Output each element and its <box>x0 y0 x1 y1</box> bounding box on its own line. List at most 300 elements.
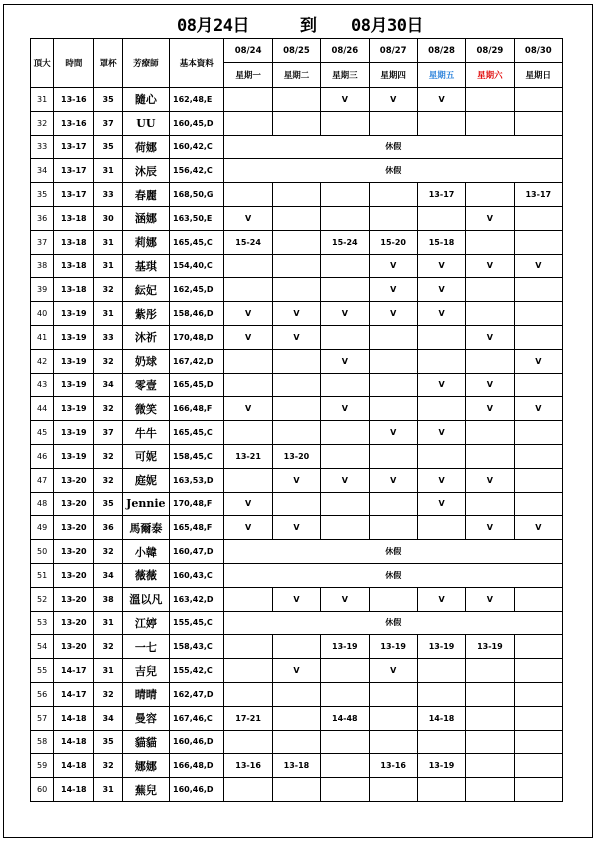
day-cell <box>321 754 369 778</box>
row-cup: 34 <box>94 563 122 587</box>
table-row <box>31 492 563 516</box>
day-cell <box>224 730 272 754</box>
row-cup: 32 <box>94 540 122 564</box>
day-cell <box>224 635 272 659</box>
row-index: 46 <box>31 444 54 468</box>
day-cell: V <box>272 587 320 611</box>
therapist-info: 165,45,C <box>170 421 224 445</box>
header-cup: 罩杯 <box>94 39 122 88</box>
row-time: 14-18 <box>54 754 94 778</box>
day-cell: 15-24 <box>321 230 369 254</box>
table-row <box>31 635 563 659</box>
day-cell <box>417 349 465 373</box>
row-cup: 32 <box>94 397 122 421</box>
therapist-name: 薇薇 <box>122 563 169 587</box>
day-cell: 13-16 <box>369 754 417 778</box>
header-weekday: 星期一 <box>224 63 272 88</box>
therapist-info: 155,42,C <box>170 659 224 683</box>
day-cell <box>466 778 514 802</box>
row-time: 13-20 <box>54 563 94 587</box>
day-cell <box>272 206 320 230</box>
day-cell: 13-17 <box>417 183 465 207</box>
row-time: 13-20 <box>54 540 94 564</box>
row-time: 13-20 <box>54 635 94 659</box>
therapist-name: 莉娜 <box>122 230 169 254</box>
day-cell <box>272 397 320 421</box>
table-row <box>31 468 563 492</box>
day-cell: V <box>466 325 514 349</box>
row-index: 57 <box>31 706 54 730</box>
day-cell <box>466 706 514 730</box>
day-cell <box>514 635 562 659</box>
day-cell: V <box>417 278 465 302</box>
day-cell: 13-17 <box>514 183 562 207</box>
row-index: 35 <box>31 183 54 207</box>
day-cell <box>417 397 465 421</box>
table-row <box>31 230 563 254</box>
day-cell <box>224 349 272 373</box>
day-cell: 13-19 <box>321 635 369 659</box>
day-cell: V <box>321 397 369 421</box>
day-cell <box>369 325 417 349</box>
day-cell: V <box>466 397 514 421</box>
therapist-name: 沐辰 <box>122 159 169 183</box>
therapist-info: 160,47,D <box>170 540 224 564</box>
therapist-name: Jennie <box>122 492 169 516</box>
day-cell: V <box>514 254 562 278</box>
header-date: 08/29 <box>466 39 514 63</box>
therapist-name: 貓貓 <box>122 730 169 754</box>
row-time: 13-19 <box>54 349 94 373</box>
row-index: 36 <box>31 206 54 230</box>
row-cup: 31 <box>94 611 122 635</box>
therapist-name: 江婷 <box>122 611 169 635</box>
day-cell <box>514 444 562 468</box>
day-cell <box>272 111 320 135</box>
day-cell <box>272 349 320 373</box>
day-cell: V <box>224 302 272 326</box>
therapist-name: 零壹 <box>122 373 169 397</box>
day-cell <box>272 492 320 516</box>
therapist-name: 吉兒 <box>122 659 169 683</box>
day-cell <box>466 111 514 135</box>
row-index: 59 <box>31 754 54 778</box>
day-cell: V <box>514 397 562 421</box>
row-index: 39 <box>31 278 54 302</box>
header-date: 08/30 <box>514 39 562 63</box>
therapist-name: 可妮 <box>122 444 169 468</box>
day-cell: V <box>466 587 514 611</box>
therapist-name: 微笑 <box>122 397 169 421</box>
day-cell <box>321 325 369 349</box>
row-cup: 32 <box>94 468 122 492</box>
day-cell: V <box>417 88 465 112</box>
day-cell <box>224 183 272 207</box>
row-cup: 32 <box>94 349 122 373</box>
row-index: 58 <box>31 730 54 754</box>
therapist-name: 一七 <box>122 635 169 659</box>
day-cell <box>466 230 514 254</box>
therapist-name: 涵娜 <box>122 206 169 230</box>
therapist-name: 春麗 <box>122 183 169 207</box>
day-cell: V <box>224 325 272 349</box>
day-cell <box>224 778 272 802</box>
therapist-info: 165,48,F <box>170 516 224 540</box>
day-cell: V <box>466 516 514 540</box>
row-time: 13-19 <box>54 373 94 397</box>
day-cell <box>321 206 369 230</box>
row-time: 13-18 <box>54 230 94 254</box>
day-cell <box>514 468 562 492</box>
row-cup: 31 <box>94 230 122 254</box>
row-time: 14-18 <box>54 778 94 802</box>
day-cell <box>417 444 465 468</box>
therapist-name: 晴晴 <box>122 682 169 706</box>
day-cell: V <box>224 492 272 516</box>
row-index: 53 <box>31 611 54 635</box>
row-time: 13-20 <box>54 516 94 540</box>
header-date: 08/27 <box>369 39 417 63</box>
day-cell <box>272 88 320 112</box>
day-cell: 13-19 <box>417 635 465 659</box>
header-index: 頂大 <box>31 39 54 88</box>
therapist-info: 155,45,C <box>170 611 224 635</box>
day-cell: V <box>369 302 417 326</box>
therapist-info: 154,40,C <box>170 254 224 278</box>
row-cup: 31 <box>94 254 122 278</box>
day-cell <box>514 302 562 326</box>
day-cell: V <box>272 325 320 349</box>
row-cup: 36 <box>94 516 122 540</box>
therapist-name: 牛牛 <box>122 421 169 445</box>
day-cell <box>321 778 369 802</box>
day-cell <box>272 778 320 802</box>
day-cell: V <box>369 278 417 302</box>
day-cell <box>466 754 514 778</box>
row-index: 31 <box>31 88 54 112</box>
day-cell <box>466 278 514 302</box>
therapist-info: 156,42,C <box>170 159 224 183</box>
therapist-info: 163,50,E <box>170 206 224 230</box>
day-cell <box>417 682 465 706</box>
day-cell: V <box>272 468 320 492</box>
row-time: 13-19 <box>54 397 94 421</box>
table-row <box>31 278 563 302</box>
day-cell <box>369 183 417 207</box>
day-cell <box>369 111 417 135</box>
row-index: 54 <box>31 635 54 659</box>
day-cell <box>417 730 465 754</box>
day-cell <box>514 278 562 302</box>
row-index: 49 <box>31 516 54 540</box>
table-row <box>31 373 563 397</box>
day-cell <box>417 659 465 683</box>
therapist-info: 158,45,C <box>170 444 224 468</box>
row-index: 48 <box>31 492 54 516</box>
row-cup: 34 <box>94 706 122 730</box>
table-row <box>31 611 563 635</box>
day-cell <box>272 706 320 730</box>
day-cell: V <box>417 421 465 445</box>
table-row <box>31 349 563 373</box>
row-cup: 35 <box>94 88 122 112</box>
table-row <box>31 540 563 564</box>
day-cell <box>369 206 417 230</box>
row-time: 13-17 <box>54 183 94 207</box>
day-cell: V <box>321 88 369 112</box>
row-index: 40 <box>31 302 54 326</box>
table-row <box>31 587 563 611</box>
therapist-name: 隨心 <box>122 88 169 112</box>
row-cup: 31 <box>94 778 122 802</box>
therapist-info: 166,48,D <box>170 754 224 778</box>
row-cup: 31 <box>94 659 122 683</box>
day-cell <box>417 111 465 135</box>
row-index: 43 <box>31 373 54 397</box>
row-index: 33 <box>31 135 54 159</box>
day-cell <box>321 730 369 754</box>
row-cup: 35 <box>94 730 122 754</box>
day-cell <box>272 278 320 302</box>
row-cup: 38 <box>94 587 122 611</box>
day-cell: V <box>224 516 272 540</box>
row-time: 13-19 <box>54 325 94 349</box>
table-row <box>31 325 563 349</box>
table-row <box>31 421 563 445</box>
day-cell <box>224 88 272 112</box>
table-row <box>31 682 563 706</box>
day-cell: 13-19 <box>466 635 514 659</box>
row-index: 52 <box>31 587 54 611</box>
row-cup: 35 <box>94 135 122 159</box>
day-cell <box>514 206 562 230</box>
day-cell <box>224 111 272 135</box>
day-cell <box>514 682 562 706</box>
day-cell <box>224 421 272 445</box>
therapist-name: 蕪兒 <box>122 778 169 802</box>
day-cell <box>466 730 514 754</box>
row-cup: 32 <box>94 278 122 302</box>
day-cell <box>514 88 562 112</box>
table-row <box>31 159 563 183</box>
therapist-info: 160,42,C <box>170 135 224 159</box>
day-cell <box>321 254 369 278</box>
therapist-info: 160,43,C <box>170 563 224 587</box>
table-row <box>31 706 563 730</box>
day-cell: 14-18 <box>417 706 465 730</box>
day-cell <box>514 730 562 754</box>
row-index: 51 <box>31 563 54 587</box>
rest-label: 休假 <box>224 563 563 587</box>
therapist-info: 158,43,C <box>170 635 224 659</box>
row-time: 14-18 <box>54 730 94 754</box>
rest-label: 休假 <box>224 135 563 159</box>
header-therapist: 芳療師 <box>122 39 169 88</box>
row-cup: 37 <box>94 421 122 445</box>
day-cell: 13-19 <box>417 754 465 778</box>
table-row <box>31 444 563 468</box>
row-index: 56 <box>31 682 54 706</box>
day-cell: V <box>321 587 369 611</box>
header-weekday: 星期六 <box>466 63 514 88</box>
day-cell: V <box>514 516 562 540</box>
therapist-info: 162,47,D <box>170 682 224 706</box>
day-cell: V <box>369 468 417 492</box>
therapist-name: 奶球 <box>122 349 169 373</box>
day-cell <box>369 587 417 611</box>
day-cell <box>321 183 369 207</box>
day-cell: V <box>466 373 514 397</box>
therapist-name: 庭妮 <box>122 468 169 492</box>
day-cell <box>321 516 369 540</box>
day-cell <box>321 278 369 302</box>
row-time: 13-18 <box>54 278 94 302</box>
table-row <box>31 778 563 802</box>
day-cell: V <box>466 468 514 492</box>
header-time: 時間 <box>54 39 94 88</box>
schedule-title <box>33 11 593 41</box>
day-cell: V <box>272 659 320 683</box>
row-cup: 35 <box>94 492 122 516</box>
day-cell: 15-20 <box>369 230 417 254</box>
therapist-name: 馬爾泰 <box>122 516 169 540</box>
row-time: 13-20 <box>54 587 94 611</box>
rest-label: 休假 <box>224 611 563 635</box>
day-cell <box>224 373 272 397</box>
row-cup: 31 <box>94 302 122 326</box>
header-date: 08/28 <box>417 39 465 63</box>
day-cell <box>417 325 465 349</box>
day-cell: 13-20 <box>272 444 320 468</box>
row-cup: 32 <box>94 635 122 659</box>
row-index: 37 <box>31 230 54 254</box>
therapist-info: 167,42,D <box>170 349 224 373</box>
row-time: 13-20 <box>54 492 94 516</box>
day-cell <box>272 254 320 278</box>
day-cell <box>272 421 320 445</box>
table-row <box>31 302 563 326</box>
day-cell: 13-21 <box>224 444 272 468</box>
table-row <box>31 730 563 754</box>
row-cup: 33 <box>94 183 122 207</box>
header-weekday: 星期二 <box>272 63 320 88</box>
therapist-info: 162,45,D <box>170 278 224 302</box>
row-index: 45 <box>31 421 54 445</box>
row-time: 13-18 <box>54 206 94 230</box>
day-cell <box>369 349 417 373</box>
day-cell: 13-19 <box>369 635 417 659</box>
day-cell <box>224 278 272 302</box>
table-row <box>31 659 563 683</box>
day-cell <box>514 230 562 254</box>
row-index: 47 <box>31 468 54 492</box>
therapist-info: 160,45,D <box>170 111 224 135</box>
day-cell <box>514 587 562 611</box>
row-cup: 37 <box>94 111 122 135</box>
therapist-name: 小韓 <box>122 540 169 564</box>
day-cell <box>514 492 562 516</box>
day-cell <box>514 421 562 445</box>
table-row <box>31 88 563 112</box>
day-cell: V <box>417 468 465 492</box>
therapist-info: 167,46,C <box>170 706 224 730</box>
day-cell <box>514 659 562 683</box>
day-cell <box>369 682 417 706</box>
day-cell: V <box>417 302 465 326</box>
title-to: 到 <box>300 16 317 36</box>
therapist-name: 紜妃 <box>122 278 169 302</box>
day-cell <box>321 421 369 445</box>
row-index: 34 <box>31 159 54 183</box>
day-cell: 13-18 <box>272 754 320 778</box>
header-weekday: 星期五 <box>417 63 465 88</box>
table-row <box>31 206 563 230</box>
day-cell: 13-16 <box>224 754 272 778</box>
header-date: 08/24 <box>224 39 272 63</box>
day-cell: V <box>514 349 562 373</box>
day-cell <box>224 587 272 611</box>
day-cell <box>417 206 465 230</box>
day-cell <box>369 730 417 754</box>
row-index: 42 <box>31 349 54 373</box>
day-cell: V <box>417 254 465 278</box>
row-time: 13-19 <box>54 444 94 468</box>
day-cell <box>369 492 417 516</box>
day-cell: V <box>417 587 465 611</box>
table-row <box>31 397 563 421</box>
day-cell <box>514 754 562 778</box>
row-cup: 32 <box>94 754 122 778</box>
therapist-info: 165,45,D <box>170 373 224 397</box>
row-time: 14-17 <box>54 659 94 683</box>
day-cell <box>514 706 562 730</box>
table-row <box>31 111 563 135</box>
day-cell: V <box>224 397 272 421</box>
row-time: 13-19 <box>54 421 94 445</box>
row-index: 32 <box>31 111 54 135</box>
therapist-name: 曼容 <box>122 706 169 730</box>
therapist-name: 荷娜 <box>122 135 169 159</box>
header-info: 基本資料 <box>170 39 224 88</box>
row-index: 38 <box>31 254 54 278</box>
row-time: 13-19 <box>54 302 94 326</box>
day-cell <box>272 730 320 754</box>
day-cell <box>224 682 272 706</box>
row-time: 13-17 <box>54 135 94 159</box>
day-cell <box>466 492 514 516</box>
table-row <box>31 754 563 778</box>
therapist-info: 170,48,F <box>170 492 224 516</box>
day-cell <box>514 373 562 397</box>
day-cell: 17-21 <box>224 706 272 730</box>
header-weekday: 星期四 <box>369 63 417 88</box>
day-cell: V <box>417 492 465 516</box>
title-end-date: 08月30日 <box>351 16 423 36</box>
day-cell <box>466 659 514 683</box>
row-cup: 32 <box>94 682 122 706</box>
therapist-name: 紫彤 <box>122 302 169 326</box>
day-cell <box>417 516 465 540</box>
day-cell <box>321 444 369 468</box>
day-cell: V <box>369 421 417 445</box>
day-cell <box>272 373 320 397</box>
row-cup: 32 <box>94 444 122 468</box>
day-cell <box>369 373 417 397</box>
day-cell: V <box>417 373 465 397</box>
day-cell <box>321 373 369 397</box>
day-cell: V <box>272 516 320 540</box>
day-cell <box>272 682 320 706</box>
